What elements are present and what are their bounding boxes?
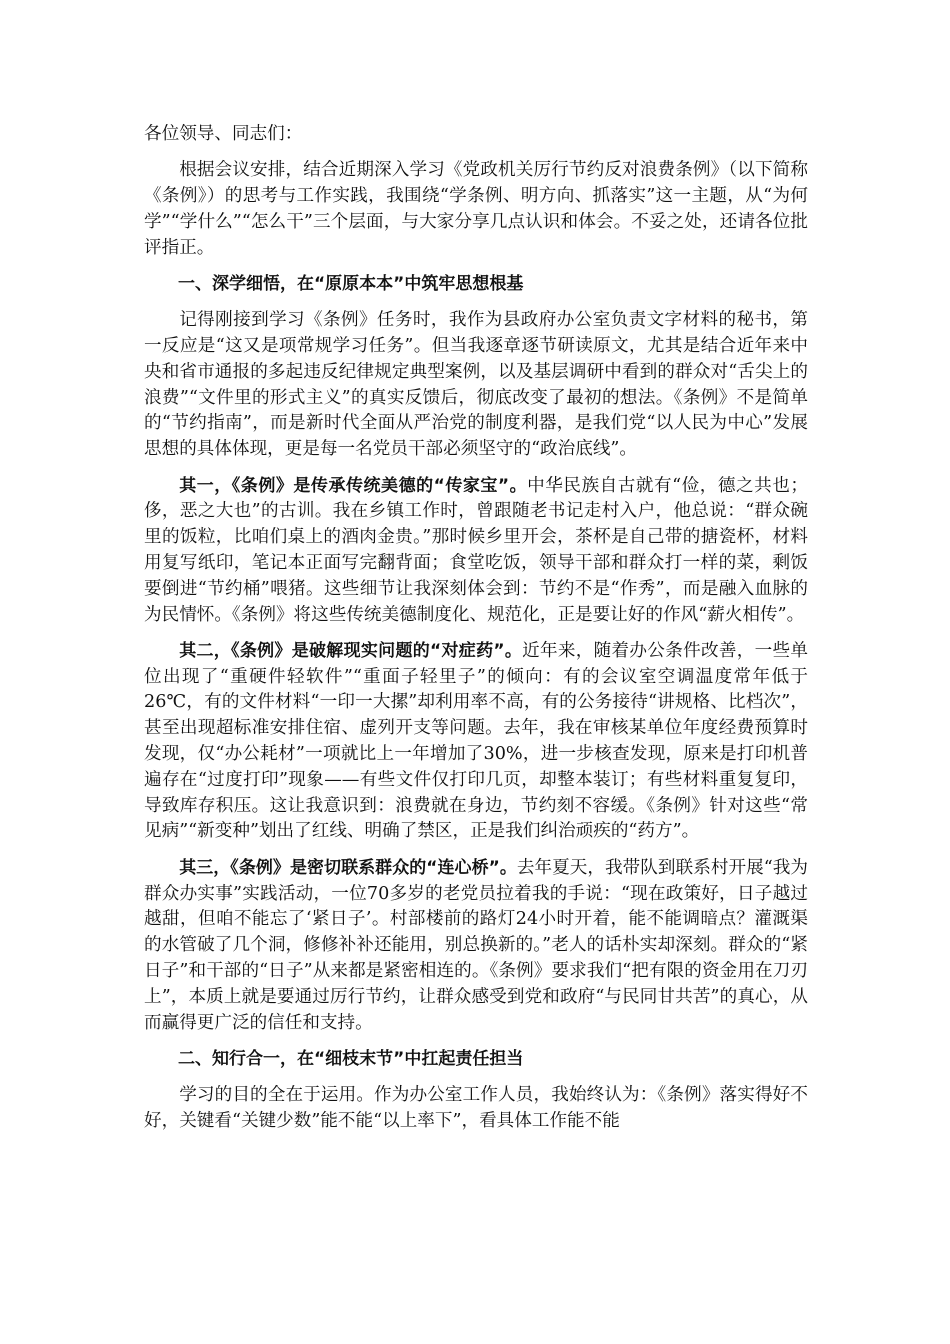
point-lead-1: 其一，《条例》是传承传统美德的“传家宝”。 xyxy=(179,475,528,496)
section-heading-2: 二、知行合一，在“细枝末节”中扛起责任担当 xyxy=(178,1048,524,1069)
document-body xyxy=(144,122,808,1145)
point-lead-3: 其三，《条例》是密切联系群众的“连心桥”。 xyxy=(179,857,517,878)
section-heading-1: 一、深学细悟，在“原原本本”中筑牢思想根基 xyxy=(178,273,524,294)
section-2-paragraph: 学习的目的全在于运用。作为办公室工作人员，我始终认为：《条例》落实得好不好，关键看“关键少数”能不能“以上率下”，看具体工作能不能 xyxy=(144,1085,808,1131)
point-paragraph-2 xyxy=(144,639,808,845)
point-lead-2: 其二，《条例》是破解现实问题的“对症药”。 xyxy=(179,640,523,661)
point-text-2: 近年来，随着办公条件改善，一些单位出现了“重硬件轻软件”“重面子轻里子”的倾向：有的会议室空调温度常年低于26℃，有的文件材料“一印一大摞”却利用率不高，有的公务接待“讲规格、比档次”，甚至出现超标准安排住宿、虚列开支等问题。去年，我在审核某单位年度经费预算时发现，仅“办公耗材”一项就比上一年增加了30%，进一步核查发现，原来是打印机普遍存在“过度打印”现象——有些文件仅打印几页，却整本装订；有些材料重复复印，导致库存积压。这让我意识到：浪费就在身边，节约刻不容缓。《条例》针对这些“常见病”“新变种”划出了红线、明确了禁区，正是我们纠治顽疾的“药方”。 xyxy=(144,640,808,842)
point-paragraph-3 xyxy=(144,856,808,1037)
point-text-1: 中华民族自古就有“俭，德之共也；侈，恶之大也”的古训。我在乡镇工作时，曾跟随老书记走村入户，他总说：“群众碗里的饭粒，比咱们桌上的酒肉金贵。”那时候乡里开会，茶杯是自己带的搪瓷杯，材料用复写纸印，笔记本正面写完翻背面；食堂吃饭，领导干部和群众打一样的菜，剩饭要倒进“节约桶”喂猪。这些细节让我深刻体会到：节约不是“作秀”，而是融入血脉的为民情怀。《条例》将这些传统美德制度化、规范化，正是要让好的作风“薪火相传”。 xyxy=(144,475,808,625)
intro-paragraph: 根据会议安排，结合近期深入学习《党政机关厉行节约反对浪费条例》（以下简称《条例》）的思考与工作实践，我围绕“学条例、明方向、抓落实”这一主题，从“为何学”“学什么”“怎么干”三个层面，与大家分享几点认识和体会。不妥之处，还请各位批评指正。 xyxy=(144,160,808,258)
section-1-paragraph: 记得刚接到学习《条例》任务时，我作为县政府办公室负责文字材料的秘书，第一反应是“这又是项常规学习任务”。但当我逐章逐节研读原文，尤其是结合近年来中央和省市通报的多起违反纪律规定典型案例，以及基层调研中看到的群众对“舌尖上的浪费”“文件里的形式主义”的真实反馈后，彻底改变了最初的想法。《条例》不是简单的“节约指南”，而是新时代全面从严治党的制度利器，是我们党“以人民为中心”发展思想的具体体现，更是每一名党员干部必须坚守的“政治底线”。 xyxy=(144,310,808,460)
point-paragraph-1 xyxy=(144,474,808,629)
greeting: 各位领导、同志们： xyxy=(144,124,303,144)
point-text-3: 去年夏天，我带队到联系村开展“我为群众办实事”实践活动，一位70多岁的老党员拉着我的手说：“现在政策好，日子越过越甜，但咱不能忘了‘紧日子’。村部楼前的路灯24小时开着，能不能调暗点？灌溉渠的水管破了几个洞，修修补补还能用，别总换新的。”老人的话朴实却深刻。群众的“紧日子”和干部的“日子”从来都是紧密相连的。《条例》要求我们“把有限的资金用在刀刃上”，本质上就是要通过厉行节约，让群众感受到党和政府“与民同甘共苦”的真心，从而赢得更广泛的信任和支持。 xyxy=(144,857,808,1033)
